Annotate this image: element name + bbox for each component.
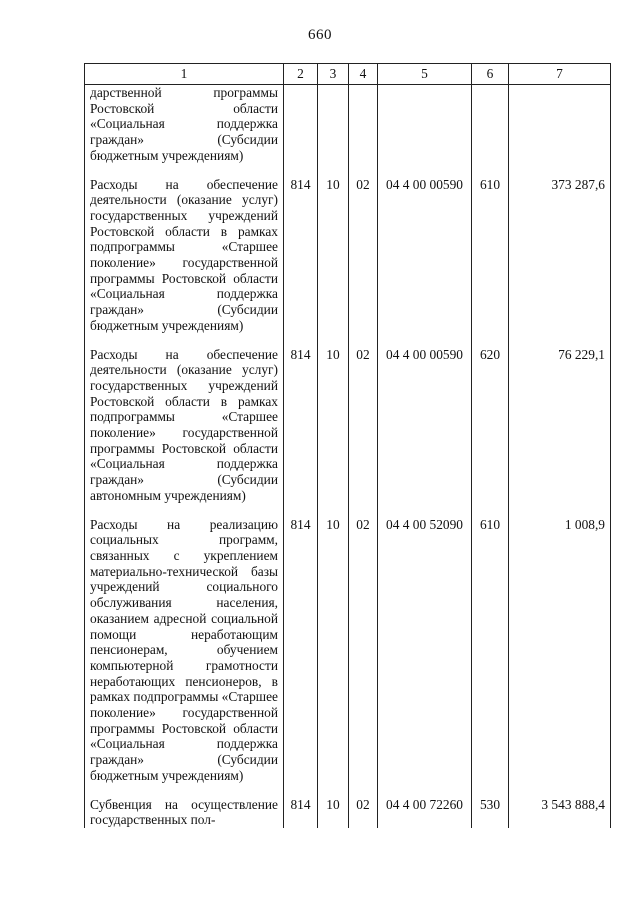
row-subsection-code: 02: [349, 347, 378, 504]
row-ministry-code: 814: [284, 347, 318, 504]
header-col-6: 6: [472, 64, 509, 85]
row-expense-type: [472, 85, 509, 164]
row-spacer: [85, 334, 611, 347]
row-subsection-code: 02: [349, 517, 378, 784]
row-section-code: 10: [318, 347, 349, 504]
row-expense-type: 530: [472, 797, 509, 828]
row-description: дарственной программы Ростовской области «Социальная поддержка граждан» (Субсидии бюджетным учреждениям): [85, 85, 284, 164]
table-row: [85, 177, 611, 334]
header-col-3: 3: [318, 64, 349, 85]
row-amount: 76 229,1: [509, 347, 611, 504]
row-amount: 1 008,9: [509, 517, 611, 784]
row-description: Расходы на реализацию социальных программ, связанных с укреплением материально-технической базы учреждений социального обслуживания населения, оказанием адресной социальной помощи неработающим пенсионерам, обучением компьютерной грамотности неработающих пенсионеров, в рамках подпрограммы «Старшее поколение» государственной программы Ростовской области «Социальная поддержка граждан» (Субсидии бюджетным учреждениям): [85, 517, 284, 784]
header-col-4: 4: [349, 64, 378, 85]
row-ministry-code: 814: [284, 797, 318, 828]
row-target-article: 04 4 00 72260: [378, 797, 472, 828]
row-section-code: [318, 85, 349, 164]
table-row: [85, 517, 611, 784]
row-expense-type: 610: [472, 177, 509, 334]
row-target-article: 04 4 00 00590: [378, 347, 472, 504]
row-target-article: [378, 85, 472, 164]
table-header: [85, 64, 611, 85]
row-spacer: [85, 504, 611, 517]
row-description: Субвенция на осуществление государственных пол-: [85, 797, 284, 828]
row-spacer: [85, 164, 611, 177]
row-target-article: 04 4 00 52090: [378, 517, 472, 784]
header-row: [85, 64, 611, 85]
header-col-5: 5: [378, 64, 472, 85]
row-subsection-code: 02: [349, 177, 378, 334]
row-amount: 373 287,6: [509, 177, 611, 334]
header-col-7: 7: [509, 64, 611, 85]
row-ministry-code: [284, 85, 318, 164]
table-body: [85, 85, 611, 828]
header-col-1: 1: [85, 64, 284, 85]
row-expense-type: 620: [472, 347, 509, 504]
row-amount: [509, 85, 611, 164]
table-row: [85, 85, 611, 164]
row-section-code: 10: [318, 177, 349, 334]
row-description: Расходы на обеспечение деятельности (оказание услуг) государственных учреждений Ростовской области в рамках подпрограммы «Старшее поколение» государственной программы Ростовской области «Социальная поддержка граждан» (Субсидии автономным учреждениям): [85, 347, 284, 504]
budget-table: [84, 63, 611, 828]
row-subsection-code: [349, 85, 378, 164]
row-section-code: 10: [318, 797, 349, 828]
row-ministry-code: 814: [284, 517, 318, 784]
row-subsection-code: 02: [349, 797, 378, 828]
row-ministry-code: 814: [284, 177, 318, 334]
table-row: [85, 797, 611, 828]
header-col-2: 2: [284, 64, 318, 85]
row-expense-type: 610: [472, 517, 509, 784]
row-amount: 3 543 888,4: [509, 797, 611, 828]
row-section-code: 10: [318, 517, 349, 784]
row-description: Расходы на обеспечение деятельности (оказание услуг) государственных учреждений Ростовской области в рамках подпрограммы «Старшее поколение» государственной программы Ростовской области «Социальная поддержка граждан» (Субсидии бюджетным учреждениям): [85, 177, 284, 334]
table-row: [85, 347, 611, 504]
page-number: 660: [308, 27, 332, 43]
row-spacer: [85, 784, 611, 797]
row-target-article: 04 4 00 00590: [378, 177, 472, 334]
